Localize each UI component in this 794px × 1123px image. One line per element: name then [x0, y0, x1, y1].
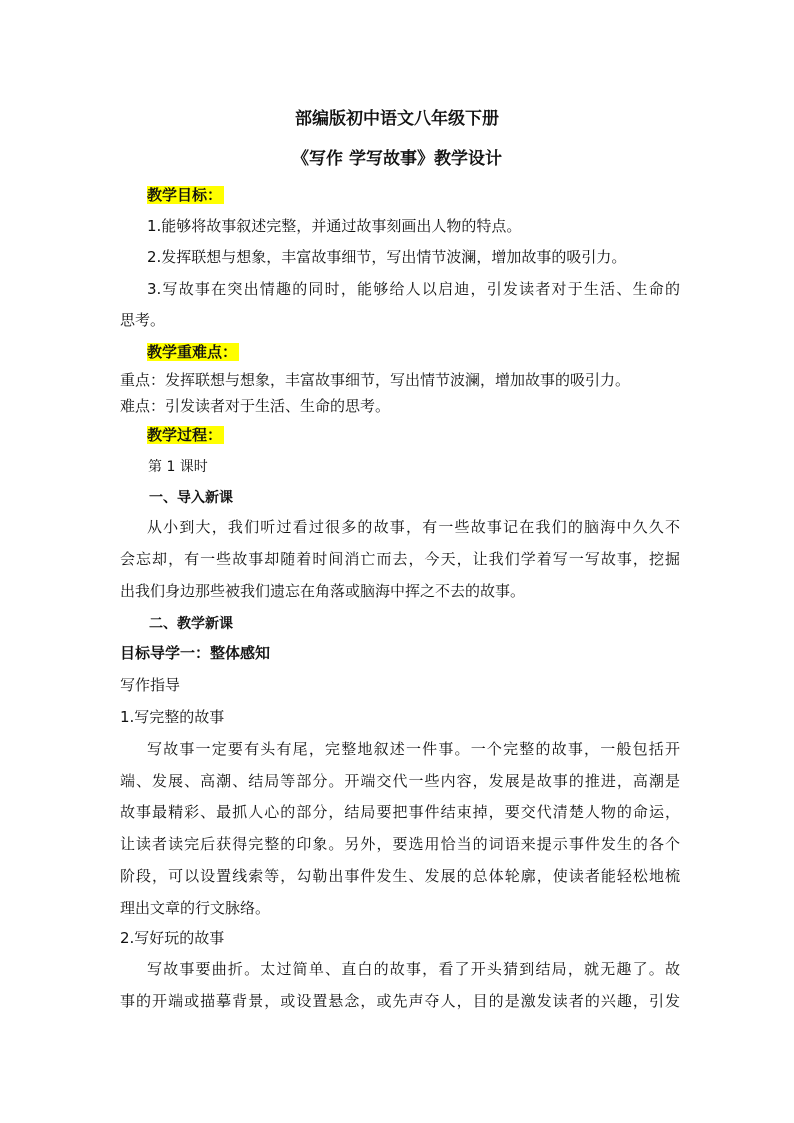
doc-subtitle: 《写作 学写故事》教学设计	[292, 149, 502, 169]
paragraph-line: 阶段，可以设置线索等，勾勒出事件发生、发展的总体轮廓，使读者能轻松地梳	[120, 867, 680, 885]
paragraph-line: 出我们身边那些被我们遗忘在角落或脑海中挥之不去的故事。	[120, 582, 526, 600]
goal-item: 3.写故事在突出情趣的同时，能够给人以启迪，引发读者对于生活、生命的	[147, 280, 680, 298]
subsection-title: 2.写好玩的故事	[120, 929, 225, 947]
guide-heading: 写作指导	[120, 676, 181, 694]
target-heading: 目标导学一：整体感知	[120, 644, 271, 662]
paragraph-line: 从小到大，我们听过看过很多的故事，有一些故事记在我们的脑海中久久不	[147, 518, 680, 536]
keypoint-difficult: 难点：引发读者对于生活、生命的思考。	[120, 397, 391, 415]
goal-item: 2.发挥联想与想象，丰富故事细节，写出情节波澜，增加故事的吸引力。	[147, 248, 627, 266]
keypoints-heading: 教学重难点：	[147, 343, 238, 361]
paragraph-line: 会忘却，有一些故事却随着时间消亡而去，今天，让我们学着写一写故事，挖掘	[120, 550, 680, 568]
section-title: 二、教学新课	[149, 616, 233, 632]
period-label: 第 1 课时	[148, 459, 208, 475]
paragraph-line: 写故事一定要有头有尾，完整地叙述一件事。一个完整的故事，一般包括开	[147, 740, 680, 758]
section-title: 一、导入新课	[149, 490, 233, 506]
paragraph-line: 事的开端或描摹背景，或设置悬念，或先声夺人，目的是激发读者的兴趣，引发	[120, 992, 680, 1010]
goal-item-cont: 思考。	[120, 311, 166, 329]
paragraph-line: 让读者读完后获得完整的印象。另外，要选用恰当的词语来提示事件发生的各个	[120, 835, 680, 853]
keypoint-main: 重点：发挥联想与想象，丰富故事细节，写出情节波澜，增加故事的吸引力。	[120, 371, 631, 389]
paragraph-line: 故事最精彩、最抓人心的部分，结局要把事件结束掉，要交代清楚人物的命运，	[120, 803, 680, 821]
goals-heading: 教学目标：	[147, 186, 223, 204]
paragraph-line: 端、发展、高潮、结局等部分。开端交代一些内容，发展是故事的推进，高潮是	[120, 772, 680, 790]
paragraph-line: 写故事要曲折。太过简单、直白的故事，看了开头猜到结局，就无趣了。故	[147, 960, 680, 978]
paragraph-line: 理出文章的行文脉络。	[120, 899, 271, 917]
goal-item: 1.能够将故事叙述完整，并通过故事刻画出人物的特点。	[147, 217, 522, 235]
doc-title: 部编版初中语文八年级下册	[295, 109, 499, 129]
process-heading: 教学过程：	[147, 426, 223, 444]
subsection-title: 1.写完整的故事	[120, 708, 225, 726]
